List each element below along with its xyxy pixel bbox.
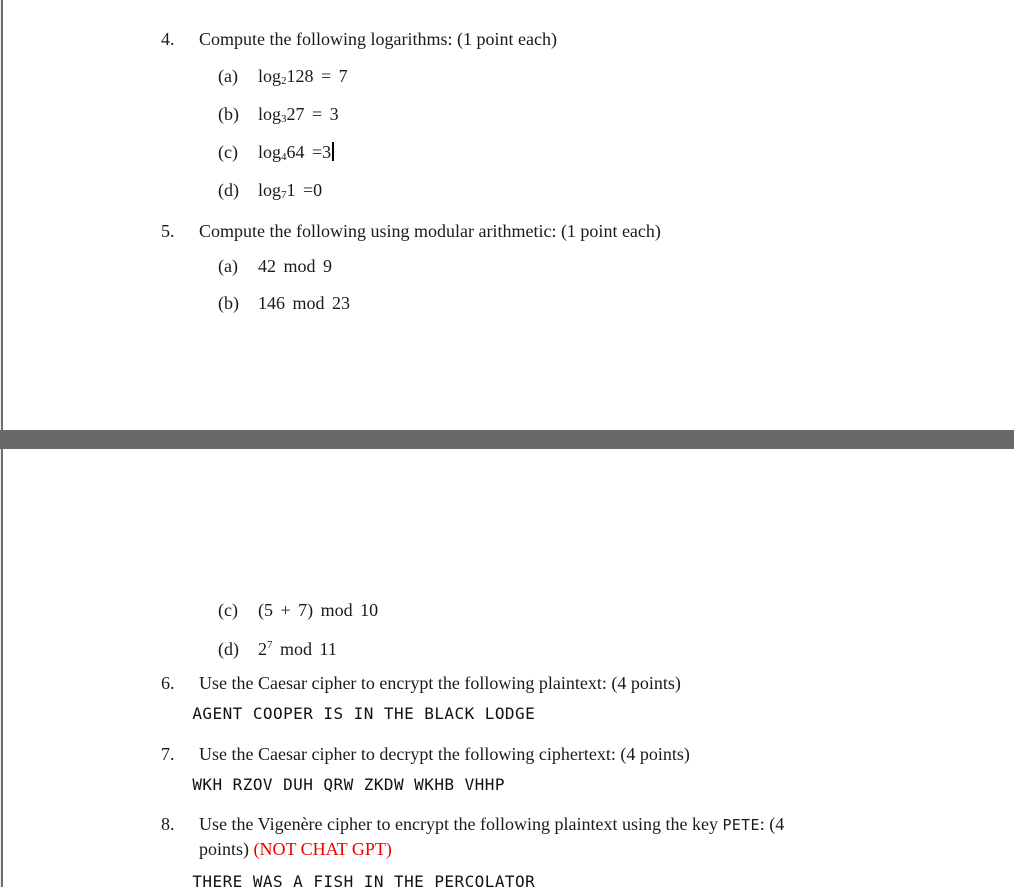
plaintext-line-q8: THERE WAS A FISH IN THE PERCOLATOR: [192, 872, 536, 887]
plaintext-line-q6: AGENT COOPER IS IN THE BLACK LODGE: [192, 704, 536, 723]
not-chat-gpt-warning: (NOT CHAT GPT): [253, 839, 392, 859]
subscript: 4: [281, 151, 287, 163]
text-cursor: [332, 142, 334, 161]
item-label: (c): [218, 142, 238, 162]
question-text: points): [199, 839, 254, 859]
question-text: Compute the following logarithms: (1 point each): [199, 29, 557, 49]
question-number: 8.: [161, 814, 175, 834]
question-number: 5.: [161, 221, 175, 241]
cipher-key: PETE: [722, 816, 760, 834]
math-expression: log2128 = 7: [258, 66, 348, 87]
question-number: 7.: [161, 744, 175, 764]
question-text: Use the Caesar cipher to encrypt the following plaintext: (4 points): [199, 673, 681, 693]
item-label: (b): [218, 104, 239, 124]
question-text: : (4: [759, 814, 785, 834]
subscript: 2: [281, 75, 287, 87]
page-break-divider: [0, 430, 1014, 449]
question-text: Use the Caesar cipher to decrypt the following ciphertext: (4 points): [199, 744, 690, 764]
question-number: 6.: [161, 673, 175, 693]
item-label: (b): [218, 293, 239, 313]
superscript: 7: [267, 639, 273, 651]
math-expression: $2^7$ mod 11: [258, 639, 337, 659]
question-number: 4.: [161, 29, 175, 49]
math-expression: log71 =0: [258, 180, 323, 201]
math-expression: 146 mod 23: [258, 293, 351, 313]
math-expression: log327 = 3: [258, 104, 339, 125]
item-5b: [200, 267, 350, 339]
math-expression: (5 + 7) mod 10: [258, 600, 379, 620]
question-text: Use the Vigenère cipher to encrypt the following plaintext using the key: [199, 814, 723, 834]
item-label: (d): [218, 180, 239, 200]
subscript: 3: [281, 113, 287, 125]
question-text: Compute the following using modular arithmetic: (1 point each): [199, 221, 661, 241]
page-edge-line-top: [0, 0, 3, 430]
item-label: (a): [218, 256, 238, 276]
page-edge-line-bottom: [0, 449, 3, 887]
math-expression: log464 =3: [258, 142, 332, 163]
item-label: (a): [218, 66, 238, 86]
math-expression: 42 mod 9: [258, 256, 333, 276]
subscript: 7: [281, 189, 287, 201]
item-label: (d): [218, 639, 239, 659]
ciphertext-line-q7: WKH RZOV DUH QRW ZKDW WKHB VHHP: [192, 775, 505, 794]
item-label: (c): [218, 600, 238, 620]
